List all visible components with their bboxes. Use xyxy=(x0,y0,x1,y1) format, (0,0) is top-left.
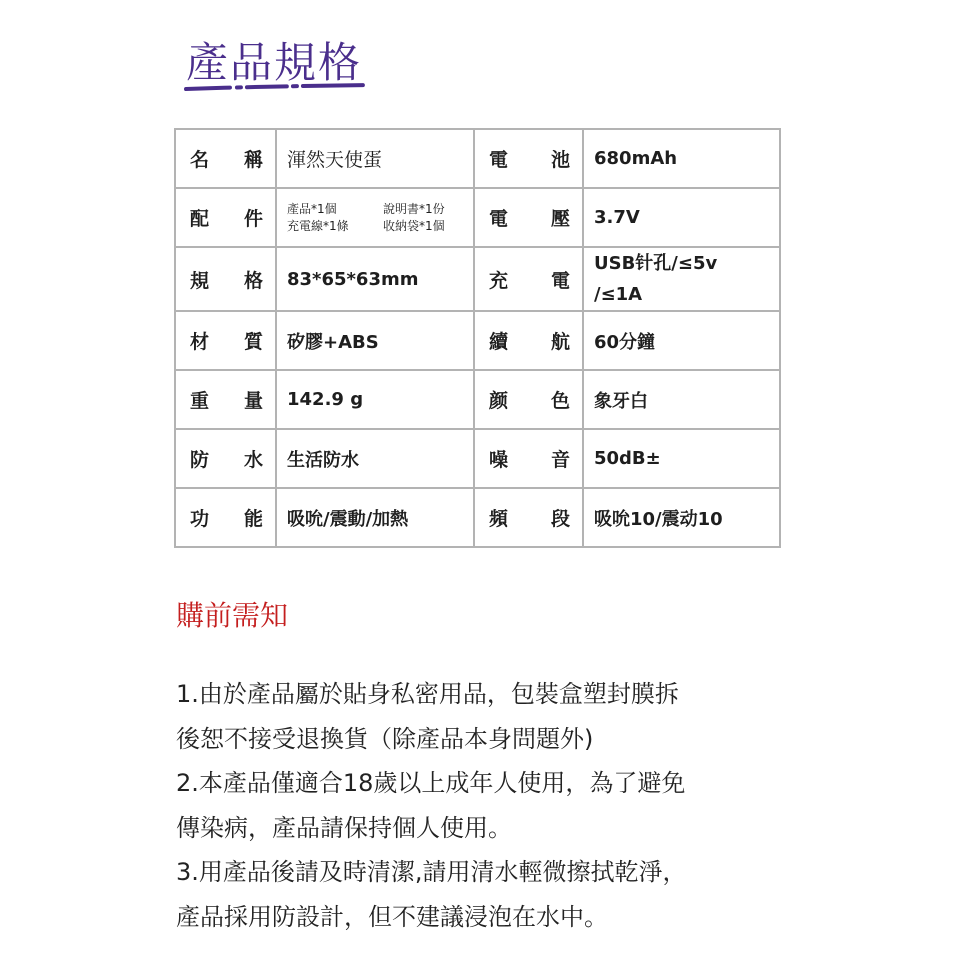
spec-value: 680mAh xyxy=(583,129,780,188)
notice-line: 傳染病，產品請保持個人使用。 xyxy=(176,813,512,842)
spec-value: 3.7V xyxy=(583,188,780,247)
spec-label: 功 能 xyxy=(175,488,276,547)
table-row xyxy=(175,370,780,429)
notice-line: 產品採用防設計，但不建議浸泡在水中。 xyxy=(176,902,608,931)
spec-value: 渾然天使蛋 xyxy=(276,129,474,188)
spec-label: 重 量 xyxy=(175,370,276,429)
spec-value: 產品*1個 說明書*1份 充電線*1條 收納袋*1個 xyxy=(276,188,474,247)
spec-value: 50dB± xyxy=(583,429,780,488)
table-row xyxy=(175,311,780,370)
spec-value: 83*65*63mm xyxy=(276,247,474,311)
spec-value: 生活防水 xyxy=(276,429,474,488)
spec-label: 噪 音 xyxy=(474,429,583,488)
notice-line: 2.本產品僅適合18歲以上成年人使用，為了避免 xyxy=(176,769,686,798)
spec-label: 規 格 xyxy=(175,247,276,311)
spec-label: 颜 色 xyxy=(474,370,583,429)
table-row xyxy=(175,488,780,547)
spec-label: 配 件 xyxy=(175,188,276,247)
spec-label: 防 水 xyxy=(175,429,276,488)
spec-label: 電 壓 xyxy=(474,188,583,247)
notice-text xyxy=(176,672,816,940)
spec-label: 頻 段 xyxy=(474,488,583,547)
spec-label: 材 質 xyxy=(175,311,276,370)
table-row xyxy=(175,188,780,247)
table-row xyxy=(175,247,780,311)
notice-line: 後恕不接受退換貨（除產品本身問題外) xyxy=(176,724,594,753)
page-title: 產品規格 xyxy=(186,38,363,87)
notice-line: 1.由於產品屬於貼身私密用品，包裝盒塑封膜拆 xyxy=(176,680,679,708)
spec-label: 名 稱 xyxy=(175,129,276,188)
spec-value: 矽膠+ABS xyxy=(276,311,474,370)
spec-label: 續 航 xyxy=(474,311,583,370)
table-row xyxy=(175,129,780,188)
notice-line: 3.用產品後請及時清潔,請用清水輕微擦拭乾淨， xyxy=(176,858,687,887)
spec-label: 充 電 xyxy=(474,247,583,311)
spec-value: 象牙白 xyxy=(583,370,780,429)
spec-value: 60分鐘 xyxy=(583,311,780,370)
spec-value: 142.9 g xyxy=(276,370,474,429)
spec-value: USB针孔/≤5v /≤1A xyxy=(583,247,780,311)
spec-value: 吸吮10/震动10 xyxy=(583,488,780,547)
spec-value: 吸吮/震動/加熱 xyxy=(276,488,474,547)
notice-title: 購前需知 xyxy=(176,599,289,632)
spec-table xyxy=(174,128,781,548)
table-row xyxy=(175,429,780,488)
spec-label: 電 池 xyxy=(474,129,583,188)
title-underline xyxy=(184,80,374,96)
